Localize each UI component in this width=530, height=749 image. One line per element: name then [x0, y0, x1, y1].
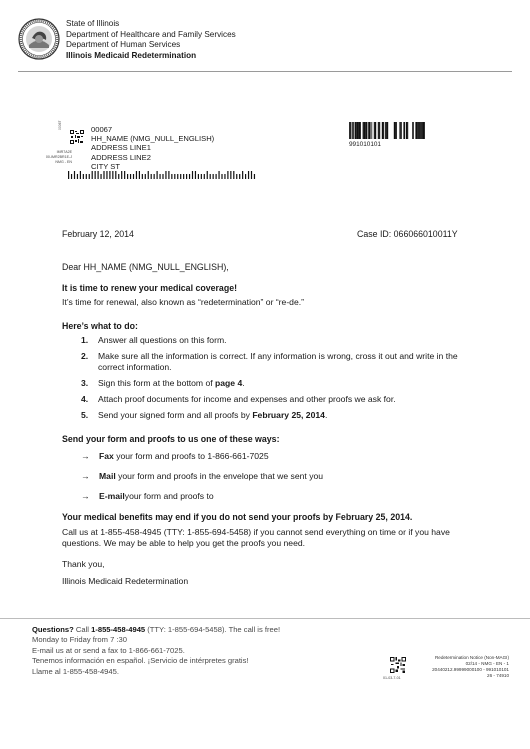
send-heading: Send your form and proofs to us one of these ways: — [62, 434, 280, 444]
list-item — [81, 471, 323, 482]
step-emphasis: February 25, 2014 — [252, 410, 325, 420]
steps-list — [81, 335, 461, 426]
send-methods-list — [81, 451, 323, 511]
method-detail: your form and proofs in the envelope that we sent you — [115, 471, 324, 481]
step-text: Attach proof documents for income and expenses and other proofs we ask for. — [98, 394, 396, 404]
method-detail: your form and proofs to 1-866-661-7025 — [113, 451, 269, 461]
list-item — [81, 394, 461, 405]
step-number: 1. — [81, 335, 89, 345]
list-item — [81, 335, 461, 346]
list-item — [81, 491, 323, 502]
list-item — [81, 378, 461, 389]
side-code-line: IMR7A2E — [56, 150, 72, 154]
footer-text: Call — [73, 625, 92, 634]
notice-line: 20440212.99999000100 - 991010101 — [432, 667, 509, 672]
mailing-sequence: 00067 — [91, 125, 113, 134]
notice-code-block — [413, 655, 509, 679]
step-text-part: Sign this form at the bottom of — [98, 378, 216, 388]
method-text — [99, 471, 323, 482]
method-text — [99, 451, 269, 462]
renewal-heading: It is time to renew your medical coverage! — [62, 283, 238, 293]
footer-text: (TTY: 1-855-694-5458). The call is free! — [145, 625, 281, 634]
call-instructions: Call us at 1-855-458-4945 (TTY: 1-855-694-5458) if you cannot send everything on time or if you have questions. We may be able to help you get the proofs you need. — [62, 527, 450, 548]
footer-divider — [0, 618, 530, 619]
qr-code-icon — [70, 130, 84, 144]
closing: Thank you, — [62, 559, 105, 569]
state-seal-icon — [18, 18, 60, 60]
method-text — [99, 491, 214, 502]
list-item — [81, 451, 323, 462]
step-text-part: . — [242, 378, 245, 388]
side-code-line: 00-IMR2BR1E-J — [45, 155, 72, 159]
header-line: Department of Human Services — [66, 40, 181, 49]
header-line: Department of Healthcare and Family Services — [66, 29, 236, 39]
step-number: 2. — [81, 351, 89, 361]
qr-code-icon — [390, 657, 406, 673]
step-text: Make sure all the information is correct. If any information is wrong, cross it out and write in the correct information. — [98, 351, 458, 372]
footer-phone: 1-855-458-4945 — [91, 625, 146, 634]
step-number: 3. — [81, 378, 89, 388]
step-text — [98, 378, 461, 389]
questions-label: Questions? — [32, 625, 74, 634]
program-title: Illinois Medicaid Redetermination — [66, 50, 197, 60]
arrow-right-icon: → — [81, 451, 90, 461]
agency-header — [66, 19, 236, 61]
todo-heading: Here’s what to do: — [62, 321, 138, 331]
address-city: CITY ST — [91, 161, 120, 171]
step-emphasis: page 4 — [215, 378, 243, 388]
step-number: 5. — [81, 410, 89, 420]
side-code-line: NMG - EN — [55, 160, 72, 164]
footer-hours: Monday to Friday from 7 :30 — [32, 635, 127, 645]
method-label: E-mail — [99, 491, 125, 501]
list-item — [81, 410, 461, 421]
mailing-address — [91, 125, 214, 171]
renewal-intro: It’s time for renewal, also known as “redetermination” or “re-de.” — [62, 297, 304, 307]
arrow-right-icon: → — [81, 491, 90, 501]
footer-contact — [32, 625, 280, 677]
step-number: 4. — [81, 394, 89, 404]
step-text: Answer all questions on this form. — [98, 335, 227, 345]
method-label: Mail — [99, 471, 116, 481]
footer-spanish-1: Tenemos información en español. ¡Servicio de intérpretes gratis! — [32, 656, 249, 666]
notice-line: 02/14 - NMG - EN - 1 — [465, 661, 509, 666]
qr-caption: 01-03-7-01 — [383, 676, 401, 680]
footer-email: E-mail us at or send a fax to 1-866-661-7025. — [32, 645, 185, 655]
deadline-warning: Your medical benefits may end if you do not send your proofs by February 25, 2014. — [62, 512, 413, 522]
postal-barcode-icon — [67, 171, 257, 179]
list-item — [81, 351, 461, 373]
signature: Illinois Medicaid Redetermination — [62, 576, 189, 586]
letter-date: February 12, 2014 — [62, 229, 134, 239]
notice-line: Redetermination Notice (Non-MAGI) — [434, 655, 509, 660]
header-divider — [18, 71, 512, 72]
recipient-name: HH_NAME (NMG_NULL_ENGLISH) — [91, 134, 215, 144]
step-text-part: Send your signed form and all proofs by — [98, 410, 253, 420]
case-id: Case ID: 066066010011Y — [357, 229, 458, 239]
footer-questions-line — [32, 625, 280, 635]
notice-line: 26 - 74910 — [487, 673, 509, 678]
barcode-icon — [349, 122, 425, 139]
step-text — [98, 410, 461, 421]
side-vertical-code: 00067 — [58, 120, 62, 130]
step-text-part: . — [324, 410, 328, 420]
address-line-2: ADDRESS LINE2 — [91, 152, 151, 162]
greeting: Dear HH_NAME (NMG_NULL_ENGLISH), — [62, 262, 229, 272]
method-detail: your form and proofs to — [124, 491, 214, 501]
side-codes — [42, 150, 72, 165]
barcode-number: 991010101 — [349, 141, 381, 148]
method-label: Fax — [99, 451, 114, 461]
arrow-right-icon: → — [81, 471, 90, 481]
address-line-1: ADDRESS LINE1 — [91, 143, 151, 153]
footer-spanish-2: Llame al 1-855-458-4945. — [32, 666, 119, 676]
header-line: State of Illinois — [66, 19, 120, 28]
